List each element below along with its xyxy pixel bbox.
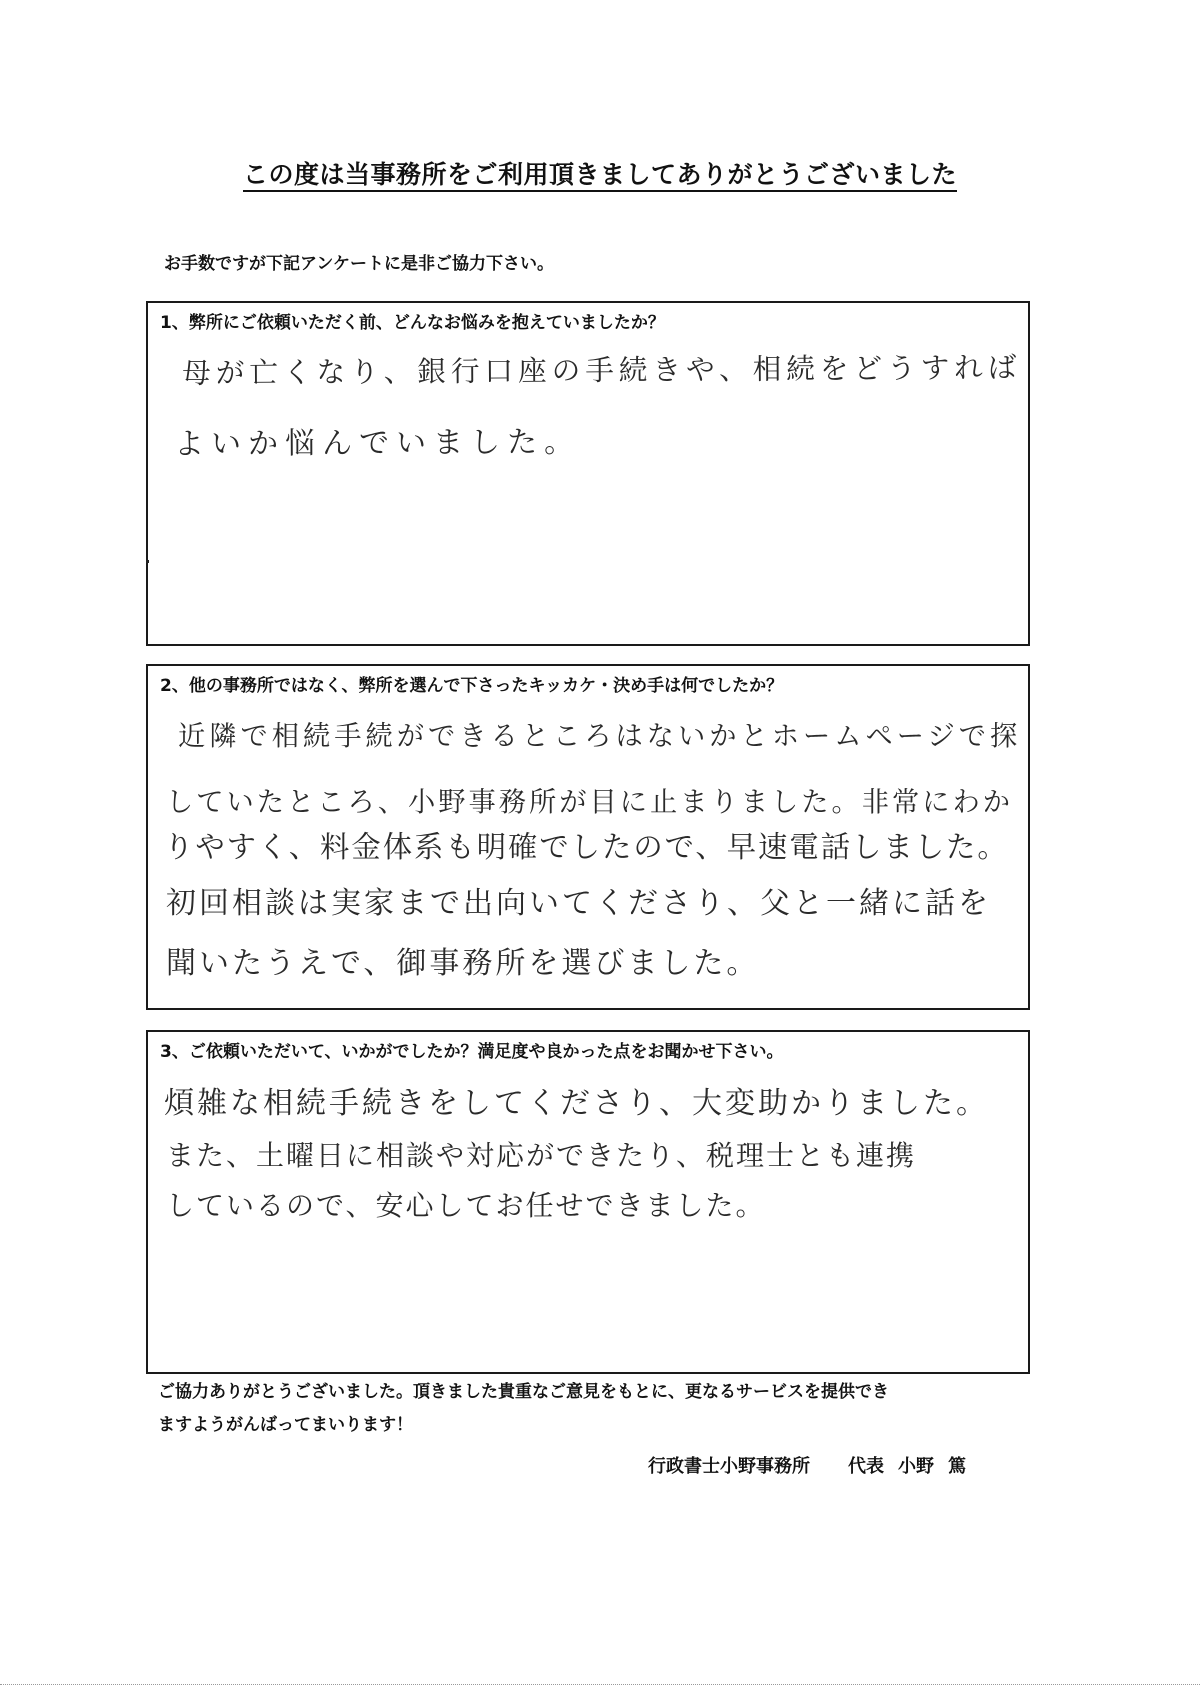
answer-line: 初回相談は実家まで出向いてくださり、父と一緒に話を xyxy=(166,886,991,921)
question-label-1: 1、弊所にご依頼いただく前、どんなお悩みを抱えていましたか？ xyxy=(160,313,665,333)
answer-line: 母が亡くなり、銀行口座の手続きや、相続をどうすれば xyxy=(182,350,1022,390)
closing-line-1: ご協力ありがとうございました。頂きました貴重なご意見をもとに、更なるサービスを提供でき xyxy=(158,1382,889,1402)
answer-line: 近隣で相続手続ができるところはないかとホームページで探 xyxy=(178,721,1022,752)
survey-intro: お手数ですが下記アンケートに是非ご協力下さい。 xyxy=(164,254,554,274)
answer-line: また、土曜日に相談や対応ができたり、税理士とも連携 xyxy=(166,1139,917,1172)
representative-role: 代表 xyxy=(848,1456,884,1477)
signature xyxy=(648,1454,966,1480)
answer-line: 煩雑な相続手続きをしてくださり、大変助かりました。 xyxy=(164,1086,989,1121)
scan-dot xyxy=(146,560,149,563)
answer-line: 聞いたうえで、御事務所を選びました。 xyxy=(166,946,760,981)
answer-line: しているので、安心してお任せできました。 xyxy=(166,1189,766,1222)
representative-given-name: 篤 xyxy=(948,1456,966,1477)
scan-edge-artifact xyxy=(0,1684,1200,1689)
answer-line: していたところ、小野事務所が目に止まりました。非常にわか xyxy=(166,787,1014,818)
question-box-1 xyxy=(146,301,1030,646)
closing-message xyxy=(158,1376,1038,1442)
question-box-2 xyxy=(146,664,1030,1010)
answer-line: よいか悩んでいました。 xyxy=(174,424,582,462)
page-title xyxy=(0,158,1200,192)
question-box-3 xyxy=(146,1030,1030,1374)
question-label-2: 2、他の事務所ではなく、弊所を選んで下さったキッカケ・決め手は何でしたか？ xyxy=(160,676,784,696)
office-name: 行政書士小野事務所 xyxy=(648,1456,810,1477)
question-label-3: 3、ご依頼いただいて、いかがでしたか？満足度や良かった点をお聞かせ下さい。 xyxy=(160,1042,784,1062)
representative-family-name: 小野 xyxy=(898,1456,934,1477)
page-title-text: この度は当事務所をご利用頂きましてありがとうございました xyxy=(243,160,957,192)
closing-line-2: ますようがんばってまいります！ xyxy=(158,1415,413,1435)
answer-line: りやすく、料金体系も明確でしたので、早速電話しました。 xyxy=(164,830,1009,864)
